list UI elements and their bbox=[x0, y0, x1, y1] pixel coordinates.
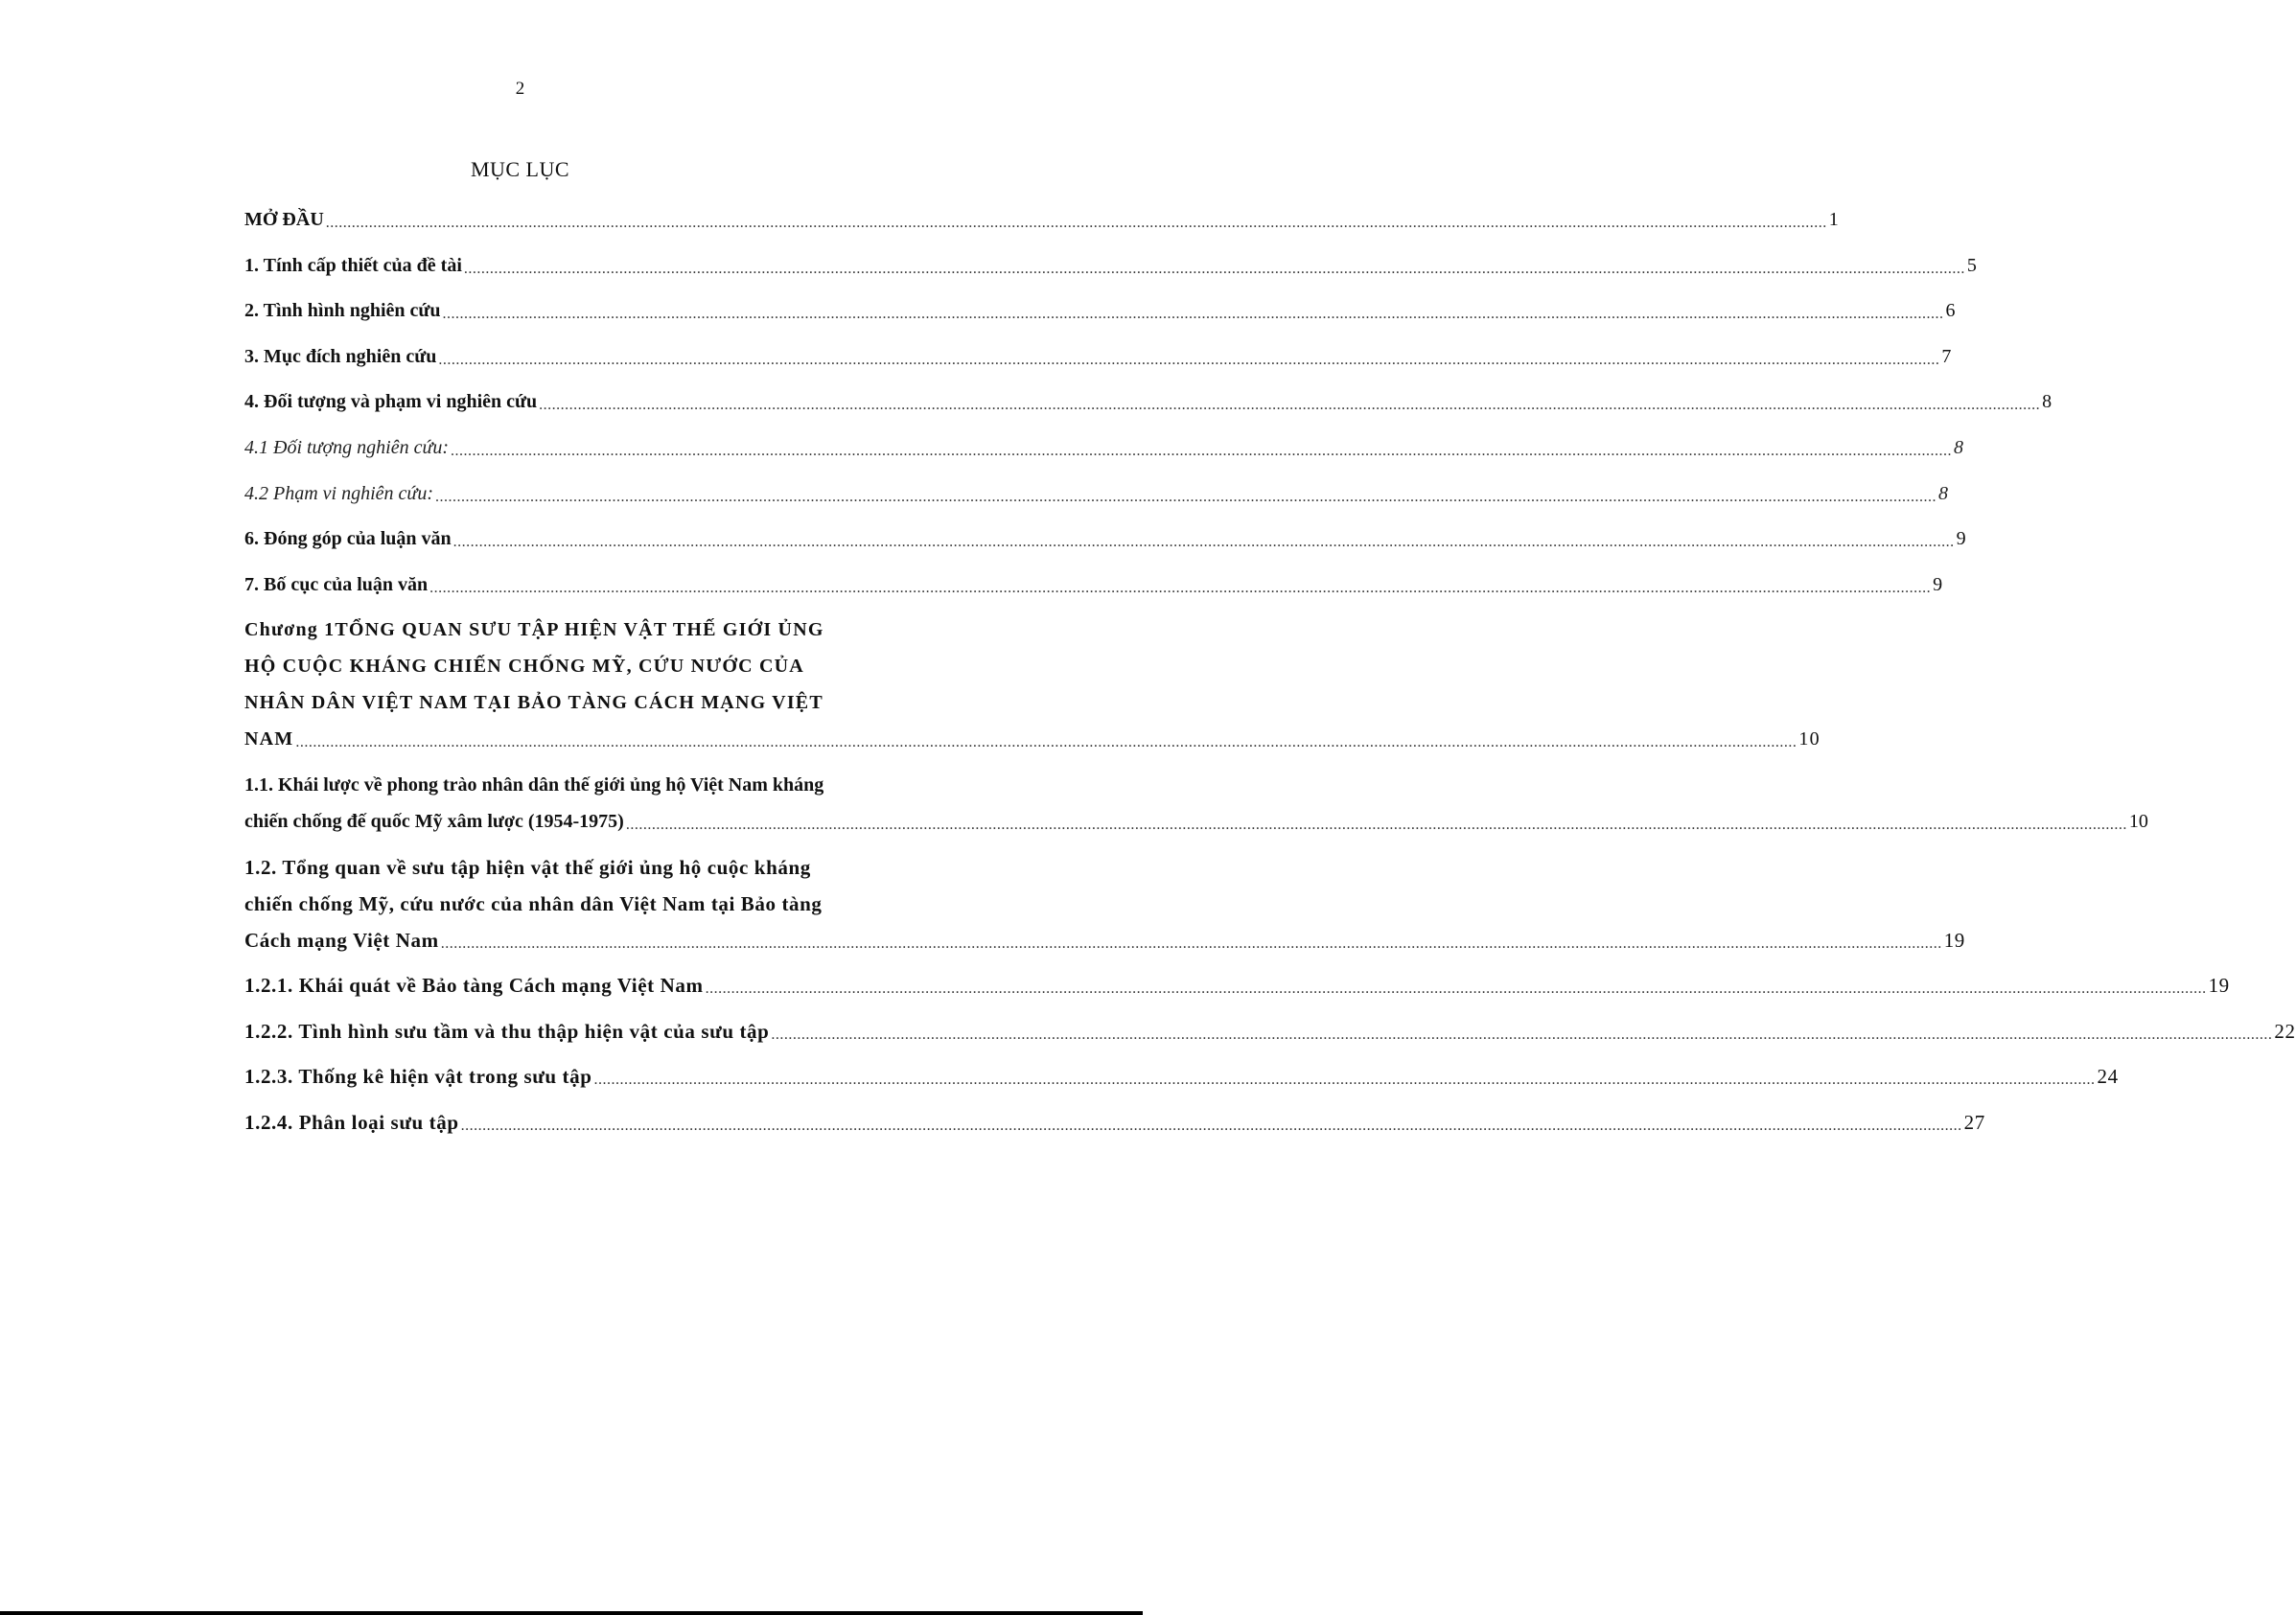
toc-entry[interactable] bbox=[244, 1104, 1985, 1141]
toc-entry[interactable] bbox=[244, 338, 1952, 375]
toc-entry-title: 1.2.3. Thống kê hiện vật trong sưu tập bbox=[244, 1065, 592, 1089]
toc-entry-page: 19 bbox=[2208, 974, 2230, 998]
toc-entry-page: 6 bbox=[1945, 300, 1956, 322]
dot-leader: ............................................................................................................................................................................................................................................................................................................................................................ bbox=[295, 734, 1797, 751]
toc-entry[interactable] bbox=[244, 967, 2230, 1004]
toc-entry-title-line: Cách mạng Việt Nam bbox=[244, 928, 439, 952]
dot-leader: ............................................................................................................................................................................................................................................................................................................................................................ bbox=[705, 981, 2207, 998]
toc-entry-title: 1.2.2. Tình hình sưu tầm và thu thập hiện vật của sưu tập bbox=[244, 1019, 770, 1043]
toc-entry-title: 6. Đóng góp của luận văn bbox=[244, 528, 452, 550]
toc-entry-title: 1.2.4. Phân loại sưu tập bbox=[244, 1110, 459, 1134]
toc-entry-page: 19 bbox=[1943, 928, 1965, 952]
dot-leader: ............................................................................................................................................................................................................................................................................................................................................................ bbox=[460, 1117, 1962, 1134]
page-number: 2 bbox=[515, 79, 525, 99]
dot-leader: ............................................................................................................................................................................................................................................................................................................................................................ bbox=[593, 1072, 2096, 1089]
toc-entry[interactable] bbox=[244, 849, 1965, 958]
toc-entry-title: 1. Tính cấp thiết của đề tài bbox=[244, 254, 462, 276]
toc-entry-last-line bbox=[244, 803, 2148, 840]
toc-entry-title-line: HỘ CUỘC KHÁNG CHIẾN CHỐNG MỸ, CỨU NƯỚC CỦA bbox=[244, 656, 804, 678]
toc-entry-last-line bbox=[244, 721, 1821, 757]
toc-subentry[interactable] bbox=[244, 429, 1964, 466]
toc-entry[interactable] bbox=[244, 247, 1977, 284]
dot-leader: ............................................................................................................................................................................................................................................................................................................................................................ bbox=[452, 534, 1955, 551]
table-of-contents bbox=[244, 201, 2296, 1150]
toc-entry-page: 1 bbox=[1828, 209, 1839, 230]
toc-entry-title: 4. Đối tượng và phạm vi nghiên cứu bbox=[244, 391, 538, 413]
toc-entry-page: 22 bbox=[2274, 1019, 2296, 1043]
dot-leader: ............................................................................................................................................................................................................................................................................................................................................................ bbox=[625, 816, 2127, 833]
toc-entry[interactable] bbox=[244, 292, 1956, 329]
dot-leader: ............................................................................................................................................................................................................................................................................................................................................................ bbox=[539, 397, 2041, 414]
dot-leader: ............................................................................................................................................................................................................................................................................................................................................................ bbox=[440, 934, 1942, 952]
toc-entry-title-line: NHÂN DÂN VIỆT NAM TẠI BẢO TÀNG CÁCH MẠNG VIỆT bbox=[244, 692, 823, 714]
toc-title: MỤC LỤC bbox=[470, 157, 570, 181]
dot-leader: ............................................................................................................................................................................................................................................................................................................................................................ bbox=[438, 351, 1940, 368]
toc-entry-title: 4.1 Đối tượng nghiên cứu: bbox=[244, 436, 450, 458]
dot-leader: ............................................................................................................................................................................................................................................................................................................................................................ bbox=[429, 579, 1932, 596]
dot-leader: ............................................................................................................................................................................................................................................................................................................................................................ bbox=[771, 1026, 2273, 1043]
toc-entry[interactable] bbox=[244, 383, 2052, 420]
toc-entry-title-line: chiến chống đế quốc Mỹ xâm lược (1954-1975) bbox=[244, 810, 624, 832]
dot-leader: ............................................................................................................................................................................................................................................................................................................................................................ bbox=[463, 260, 1965, 277]
toc-entry[interactable] bbox=[244, 201, 1839, 238]
toc-entry-title-line: 1.1. Khái lược về phong trào nhân dân thế giới ủng hộ Việt Nam kháng bbox=[244, 773, 824, 796]
toc-chapter-entry[interactable] bbox=[244, 611, 1821, 757]
toc-entry-page: 24 bbox=[2097, 1065, 2119, 1089]
toc-entry[interactable] bbox=[244, 1013, 2296, 1050]
dot-leader: ............................................................................................................................................................................................................................................................................................................................................................ bbox=[451, 442, 1953, 459]
toc-entry-page: 5 bbox=[1966, 254, 1977, 276]
dot-leader: ............................................................................................................................................................................................................................................................................................................................................................ bbox=[434, 488, 1937, 505]
toc-entry-title: 7. Bố cục của luận văn bbox=[244, 573, 429, 595]
toc-entry-title-line: 1.2. Tổng quan về sưu tập hiện vật thế giới ủng hộ cuộc kháng bbox=[244, 855, 811, 879]
dot-leader: ............................................................................................................................................................................................................................................................................................................................................................ bbox=[442, 306, 1944, 323]
toc-entry[interactable] bbox=[244, 566, 1943, 603]
toc-entry-page: 7 bbox=[1941, 345, 1952, 367]
toc-entry-title-line: chiến chống Mỹ, cứu nước của nhân dân Việt Nam tại Bảo tàng bbox=[244, 891, 823, 915]
toc-entry-page: 8 bbox=[1937, 482, 1948, 504]
toc-entry-title: 1.2.1. Khái quát về Bảo tàng Cách mạng Việt Nam bbox=[244, 974, 704, 998]
toc-entry-page: 9 bbox=[1933, 573, 1943, 595]
toc-subentry[interactable] bbox=[244, 475, 1948, 512]
toc-entry-title: 3. Mục đích nghiên cứu bbox=[244, 345, 437, 367]
toc-entry-title: 2. Tình hình nghiên cứu bbox=[244, 300, 441, 322]
toc-entry-page: 8 bbox=[2042, 391, 2052, 413]
toc-entry-page: 10 bbox=[1798, 728, 1821, 750]
toc-entry-page: 9 bbox=[1956, 528, 1966, 550]
toc-entry[interactable] bbox=[244, 767, 2148, 840]
toc-entry-page: 27 bbox=[1963, 1110, 1985, 1134]
page-bottom-edge bbox=[0, 1611, 1143, 1615]
toc-entry-title-line: NAM bbox=[244, 728, 294, 750]
dot-leader: ............................................................................................................................................................................................................................................................................................................................................................ bbox=[325, 215, 1827, 231]
toc-entry[interactable] bbox=[244, 520, 1966, 557]
toc-entry-title-line: Chương 1TỔNG QUAN SƯU TẬP HIỆN VẬT THẾ GIỚI ỦNG bbox=[244, 619, 824, 641]
toc-entry-page: 8 bbox=[1954, 436, 1964, 458]
toc-entry-page: 10 bbox=[2128, 810, 2148, 832]
toc-entry-title: MỞ ĐẦU bbox=[244, 209, 324, 230]
toc-entry-last-line bbox=[244, 922, 1965, 958]
toc-entry[interactable] bbox=[244, 1058, 2119, 1095]
toc-entry-title: 4.2 Phạm vi nghiên cứu: bbox=[244, 482, 433, 504]
